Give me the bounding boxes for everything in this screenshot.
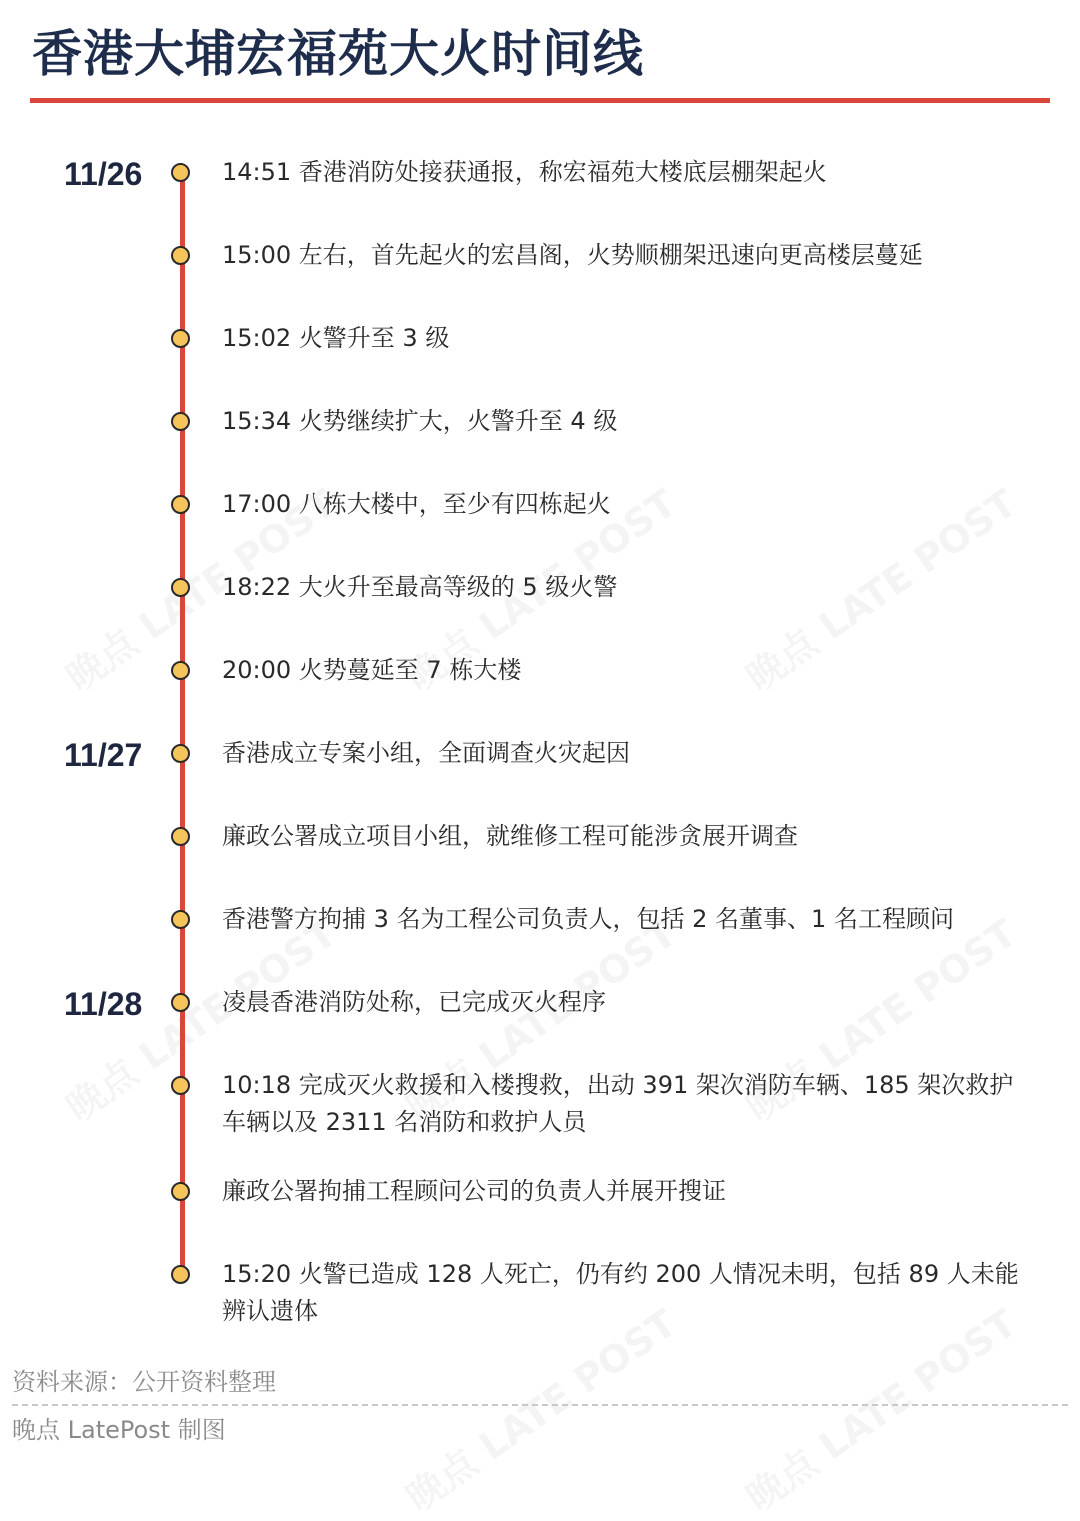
timeline-event: 14:51 香港消防处接获通报，称宏福苑大楼底层棚架起火 xyxy=(222,158,827,186)
timeline-event: 香港警方拘捕 3 名为工程公司负责人，包括 2 名董事、1 名工程顾问 xyxy=(222,905,954,933)
timeline-dot xyxy=(171,910,190,929)
timeline-event: 香港成立专案小组，全面调查火灾起因 xyxy=(222,739,630,767)
timeline-event: 15:02 火警升至 3 级 xyxy=(222,324,450,352)
date-label: 11/27 xyxy=(64,737,143,773)
timeline-dot xyxy=(171,578,190,597)
timeline-dot xyxy=(171,329,190,348)
timeline-dot xyxy=(171,1182,190,1201)
timeline-event: 廉政公署拘捕工程顾问公司的负责人并展开搜证 xyxy=(222,1177,726,1205)
source-note: 资料来源：公开资料整理 xyxy=(12,1368,276,1396)
title-underline xyxy=(30,98,1050,103)
credit-note: 晚点 LatePost 制图 xyxy=(12,1416,226,1444)
timeline-event: 凌晨香港消防处称，已完成灭火程序 xyxy=(222,988,606,1016)
timeline-event: 15:00 左右，首先起火的宏昌阁，火势顺棚架迅速向更高楼层蔓延 xyxy=(222,241,923,269)
timeline-dot xyxy=(171,412,190,431)
footer-divider xyxy=(12,1404,1068,1406)
timeline-event: 20:00 火势蔓延至 7 栋大楼 xyxy=(222,656,522,684)
timeline-event: 17:00 八栋大楼中，至少有四栋起火 xyxy=(222,490,611,518)
timeline-event: 18:22 大火升至最高等级的 5 级火警 xyxy=(222,573,618,601)
timeline-dot xyxy=(171,1265,190,1284)
timeline-dot xyxy=(171,163,190,182)
timeline-dot xyxy=(171,661,190,680)
timeline-dot xyxy=(171,1076,190,1095)
page-title: 香港大埔宏福苑大火时间线 xyxy=(32,25,644,83)
date-label: 11/26 xyxy=(64,156,143,192)
timeline-dot xyxy=(171,827,190,846)
timeline-event: 10:18 完成灭火救援和入楼搜救，出动 391 架次消防车辆、185 架次救护车辆以及 2311 名消防和救护人员 xyxy=(222,1071,1014,1136)
date-label: 11/28 xyxy=(64,986,143,1022)
timeline-event: 15:34 火势继续扩大，火警升至 4 级 xyxy=(222,407,618,435)
timeline-dot xyxy=(171,744,190,763)
timeline-event: 15:20 火警已造成 128 人死亡，仍有约 200 人情况未明，包括 89 人未能辨认遗体 xyxy=(222,1260,1019,1325)
timeline-dot xyxy=(171,246,190,265)
timeline-dot xyxy=(171,495,190,514)
timeline-event: 廉政公署成立项目小组，就维修工程可能涉贪展开调查 xyxy=(222,822,798,850)
timeline-dot xyxy=(171,993,190,1012)
